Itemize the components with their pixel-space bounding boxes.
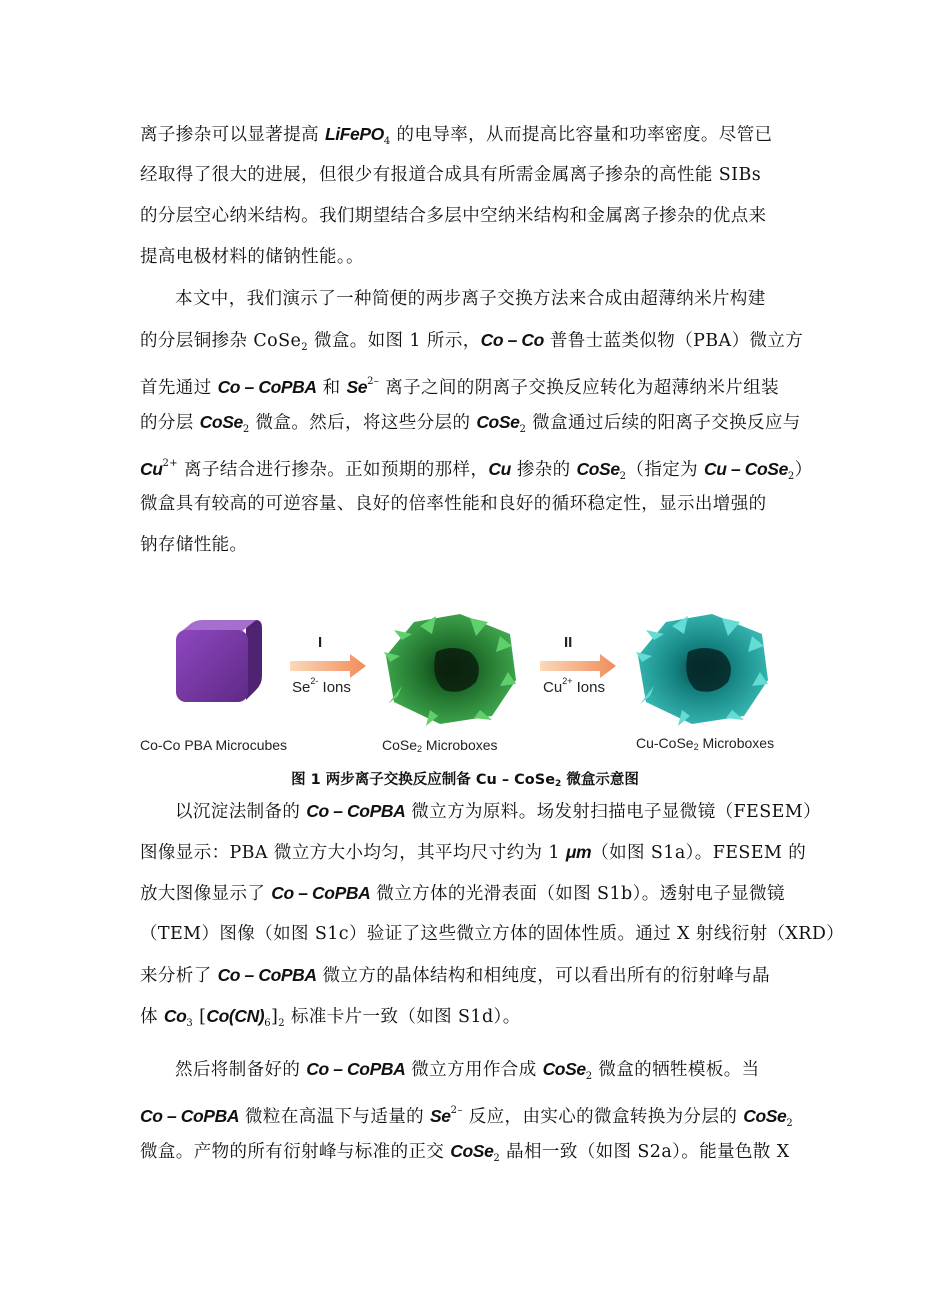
- text-line: 然后将制备好的 Co – CoPBA 微立方用作合成 CoSe$_2$ 微盒的牺牲模板。当: [175, 1059, 760, 1082]
- text-line: 放大图像显示了 Co – CoPBA 微立方体的光滑表面（如图 S1b）。透射电子显微镜: [140, 883, 785, 904]
- text-line: 提高电极材料的储钠性能。。: [140, 247, 364, 267]
- step-2-ion-label: $Cu^{2+}$ Ions: [543, 676, 605, 696]
- text-line: 经取得了很大的进展，但很少有报道合成具有所需金属离子掺杂的高性能 SIBs: [140, 165, 762, 185]
- formula: CoSe: [450, 1141, 494, 1161]
- formula: CoSe: [199, 412, 243, 432]
- text-line: 本文中，我们演示了一种简便的两步离子交换方法来合成由超薄纳米片构建: [175, 289, 766, 309]
- arrow-step-2-icon: [540, 654, 616, 678]
- formula: Cu – CoSe: [703, 459, 788, 479]
- paragraph-4: [140, 1049, 794, 1172]
- text-line: 图像显示：PBA 微立方大小均匀，其平均尺寸约为 1 μm（如图 S1a）。FESEM 的: [140, 842, 807, 863]
- formula: Co – CoPBA: [217, 377, 317, 397]
- step-1-numeral: I: [318, 634, 323, 651]
- formula: CoSe: [576, 459, 620, 479]
- text-line: 首先通过 Co – CoPBA 和 $Se^{2-}$ 离子之间的阴离子交换反应转化为超薄纳米片组装: [140, 376, 779, 398]
- paragraph-3: [140, 791, 845, 1037]
- text-line: 微盒具有较高的可逆容量、良好的倍率性能和良好的循环稳定性，显示出增强的: [140, 494, 767, 514]
- formula: Co – CoPBA: [306, 801, 406, 821]
- step-1-ion-label: $Se^{2-}$ Ions: [292, 676, 351, 696]
- formula: Cu: [140, 459, 163, 479]
- formula: Se: [346, 377, 368, 397]
- unit-micrometer: μm: [565, 842, 592, 862]
- figure-1-caption: 图 1 两步离子交换反应制备 Cu – CoSe2 微盒示意图: [291, 772, 639, 789]
- formula: Co – CoPBA: [271, 883, 371, 903]
- text-line: $Cu^{2+}$ 离子结合进行掺杂。正如预期的那样，Cu 掺杂的 CoSe$_2$（指定为 Cu – CoSe$_2$）: [140, 458, 813, 482]
- label-cose2-microboxes: CoSe2 Microboxes: [382, 737, 498, 754]
- text-line: Co – CoPBA 微粒在高温下与适量的 $Se^{2-}$ 反应，由实心的微盒转换为分层的 CoSe$_2$: [140, 1105, 794, 1129]
- formula: Co: [163, 1006, 187, 1026]
- text-line: 的分层 CoSe$_2$ 微盒。然后，将这些分层的 CoSe$_2$ 微盒通过后续的阳离子交换反应与: [140, 412, 801, 435]
- text-line: 的分层空心纳米结构。我们期望结合多层中空纳米结构和金属离子掺杂的优点来: [140, 206, 767, 226]
- cose2-microbox-icon: [384, 614, 516, 726]
- formula: Se: [430, 1106, 451, 1126]
- formula: Co – CoPBA: [306, 1059, 406, 1079]
- formula: CoSe: [476, 412, 520, 432]
- formula: Co – CoPBA: [140, 1106, 240, 1126]
- text-line: 离子掺杂可以显著提高 LiFePO$_4$ 的电导率，从而提高比容量和功率密度。尽管已: [140, 124, 773, 147]
- paragraph-2: [140, 279, 813, 566]
- formula: Co – Co: [480, 330, 544, 350]
- text-line: （TEM）图像（如图 S1c）验证了这些微立方体的固体性质。通过 X 射线衍射（XRD）: [140, 924, 845, 944]
- formula: Cu: [488, 459, 511, 479]
- text-line: 来分析了 Co – CoPBA 微立方的晶体结构和相纯度，可以看出所有的衍射峰与晶: [140, 965, 771, 986]
- arrow-step-1-icon: [290, 654, 366, 678]
- paragraph-1: [140, 114, 790, 278]
- formula-lifepo4: LiFePO: [324, 124, 384, 144]
- figure-1: [140, 612, 790, 762]
- text-line: 微盒。产物的所有衍射峰与标准的正交 CoSe$_2$ 晶相一致（如图 S2a）。能量色散 X: [140, 1141, 790, 1164]
- step-2-numeral: II: [564, 634, 573, 651]
- text-line: 以沉淀法制备的 Co – CoPBA 微立方为原料。场发射扫描电子显微镜（FESEM）: [175, 801, 821, 822]
- cu-cose2-microbox-icon: [636, 614, 768, 726]
- text-line: 钠存储性能。: [140, 535, 248, 555]
- purple-cube-icon: [176, 620, 262, 702]
- formula: Co(CN): [206, 1006, 265, 1026]
- text-line: 的分层铜掺杂 CoSe$_2$ 微盒。如图 1 所示，Co – Co 普鲁士蓝类似物（PBA）微立方: [140, 330, 804, 353]
- label-co-co-pba: Co-Co PBA Microcubes: [140, 737, 288, 753]
- text-line: 体 $Co_3$ $[Co(CN)_6]_2$ 标准卡片一致（如图 S1d）。: [140, 1006, 521, 1029]
- label-cu-cose2-microboxes: Cu-CoSe2 Microboxes: [636, 735, 775, 752]
- formula: CoSe: [743, 1106, 787, 1126]
- formula: CoSe: [542, 1059, 586, 1079]
- formula: Co – CoPBA: [217, 965, 317, 985]
